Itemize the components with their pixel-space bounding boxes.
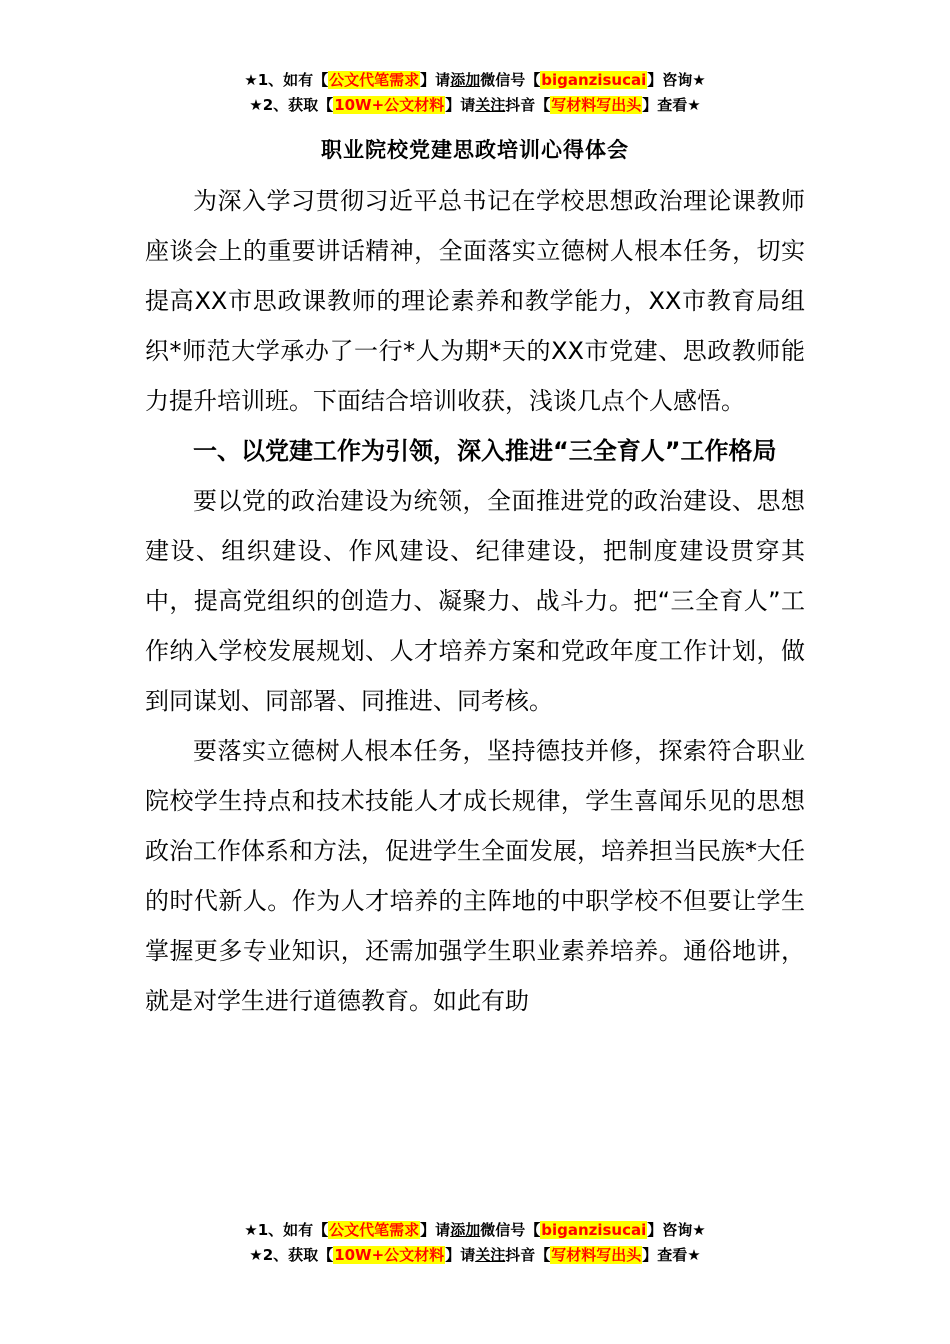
section-heading-1: 一、以党建工作为引领，深入推进“三全育人”工作格局 <box>193 437 777 465</box>
banner-highlight: 公文代笔需求 <box>329 71 420 89</box>
banner-text: ★2、获取【 <box>249 96 334 114</box>
banner-highlight: biganzisucai <box>541 71 647 89</box>
banner-text: ★1、如有【 <box>244 71 329 89</box>
banner-line-1 <box>0 68 950 93</box>
banner-text: 】请 <box>445 96 476 114</box>
banner-text: ★2、获取【 <box>249 1246 334 1264</box>
banner-highlight: 公文代笔需求 <box>329 1221 420 1239</box>
paragraph-1: 为深入学习贯彻习近平总书记在学校思想政治理论课教师座谈会上的重要讲话精神，全面落实立德树人根本任务，切实提高XX市思政课教师的理论素养和教学能力，XX市教育局组织*师范大学承办了一行*人为期*天的XX市党建、思政教师能力提升培训班。下面结合培训收获，浅谈几点个人感悟。 <box>145 187 805 415</box>
banner-text: 抖音【 <box>505 1246 551 1264</box>
banner-underline: 添加 <box>450 71 481 89</box>
document-title: 职业院校党建思政培训心得体会 <box>321 138 629 162</box>
banner-highlight: biganzisucai <box>541 1221 647 1239</box>
banner-text: 】咨询★ <box>647 71 706 89</box>
banner-underline: 关注 <box>475 1246 506 1264</box>
banner-text: 】请 <box>420 1221 451 1239</box>
banner-text: 】请 <box>445 1246 476 1264</box>
banner-text: 】请 <box>420 71 451 89</box>
banner-text: 】查看★ <box>642 1246 701 1264</box>
banner-line-1 <box>0 1218 950 1243</box>
banner-highlight: 写材料写出头 <box>551 96 642 114</box>
header-banner <box>0 68 950 118</box>
banner-line-2 <box>0 1243 950 1268</box>
banner-highlight: 写材料写出头 <box>551 1246 642 1264</box>
banner-text: 微信号【 <box>480 71 541 89</box>
banner-highlight: 10W+公文材料 <box>334 1246 445 1264</box>
banner-highlight: 10W+公文材料 <box>334 96 445 114</box>
banner-underline: 关注 <box>475 96 506 114</box>
banner-text: ★1、如有【 <box>244 1221 329 1239</box>
banner-line-2 <box>0 93 950 118</box>
banner-text: 】查看★ <box>642 96 701 114</box>
paragraph-2: 要以党的政治建设为统领，全面推进党的政治建设、思想建设、组织建设、作风建设、纪律建设，把制度建设贯穿其中，提高党组织的创造力、凝聚力、战斗力。把“三全育人”工作纳入学校发展规划、人才培养方案和党政年度工作计划，做到同谋划、同部署、同推进、同考核。 <box>145 487 805 715</box>
document-body <box>145 176 805 1026</box>
banner-text: 微信号【 <box>480 1221 541 1239</box>
banner-underline: 添加 <box>450 1221 481 1239</box>
banner-text: 】咨询★ <box>647 1221 706 1239</box>
footer-banner <box>0 1218 950 1268</box>
paragraph-3: 要落实立德树人根本任务，坚持德技并修，探索符合职业院校学生持点和技术技能人才成长规律，学生喜闻乐见的思想政治工作体系和方法，促进学生全面发展，培养担当民族*大任的时代新人。作为人才培养的主阵地的中职学校不但要让学生掌握更多专业知识，还需加强学生职业素养培养。通俗地讲，就是对学生进行道德教育。如此有助 <box>145 737 805 1015</box>
banner-text: 抖音【 <box>505 96 551 114</box>
